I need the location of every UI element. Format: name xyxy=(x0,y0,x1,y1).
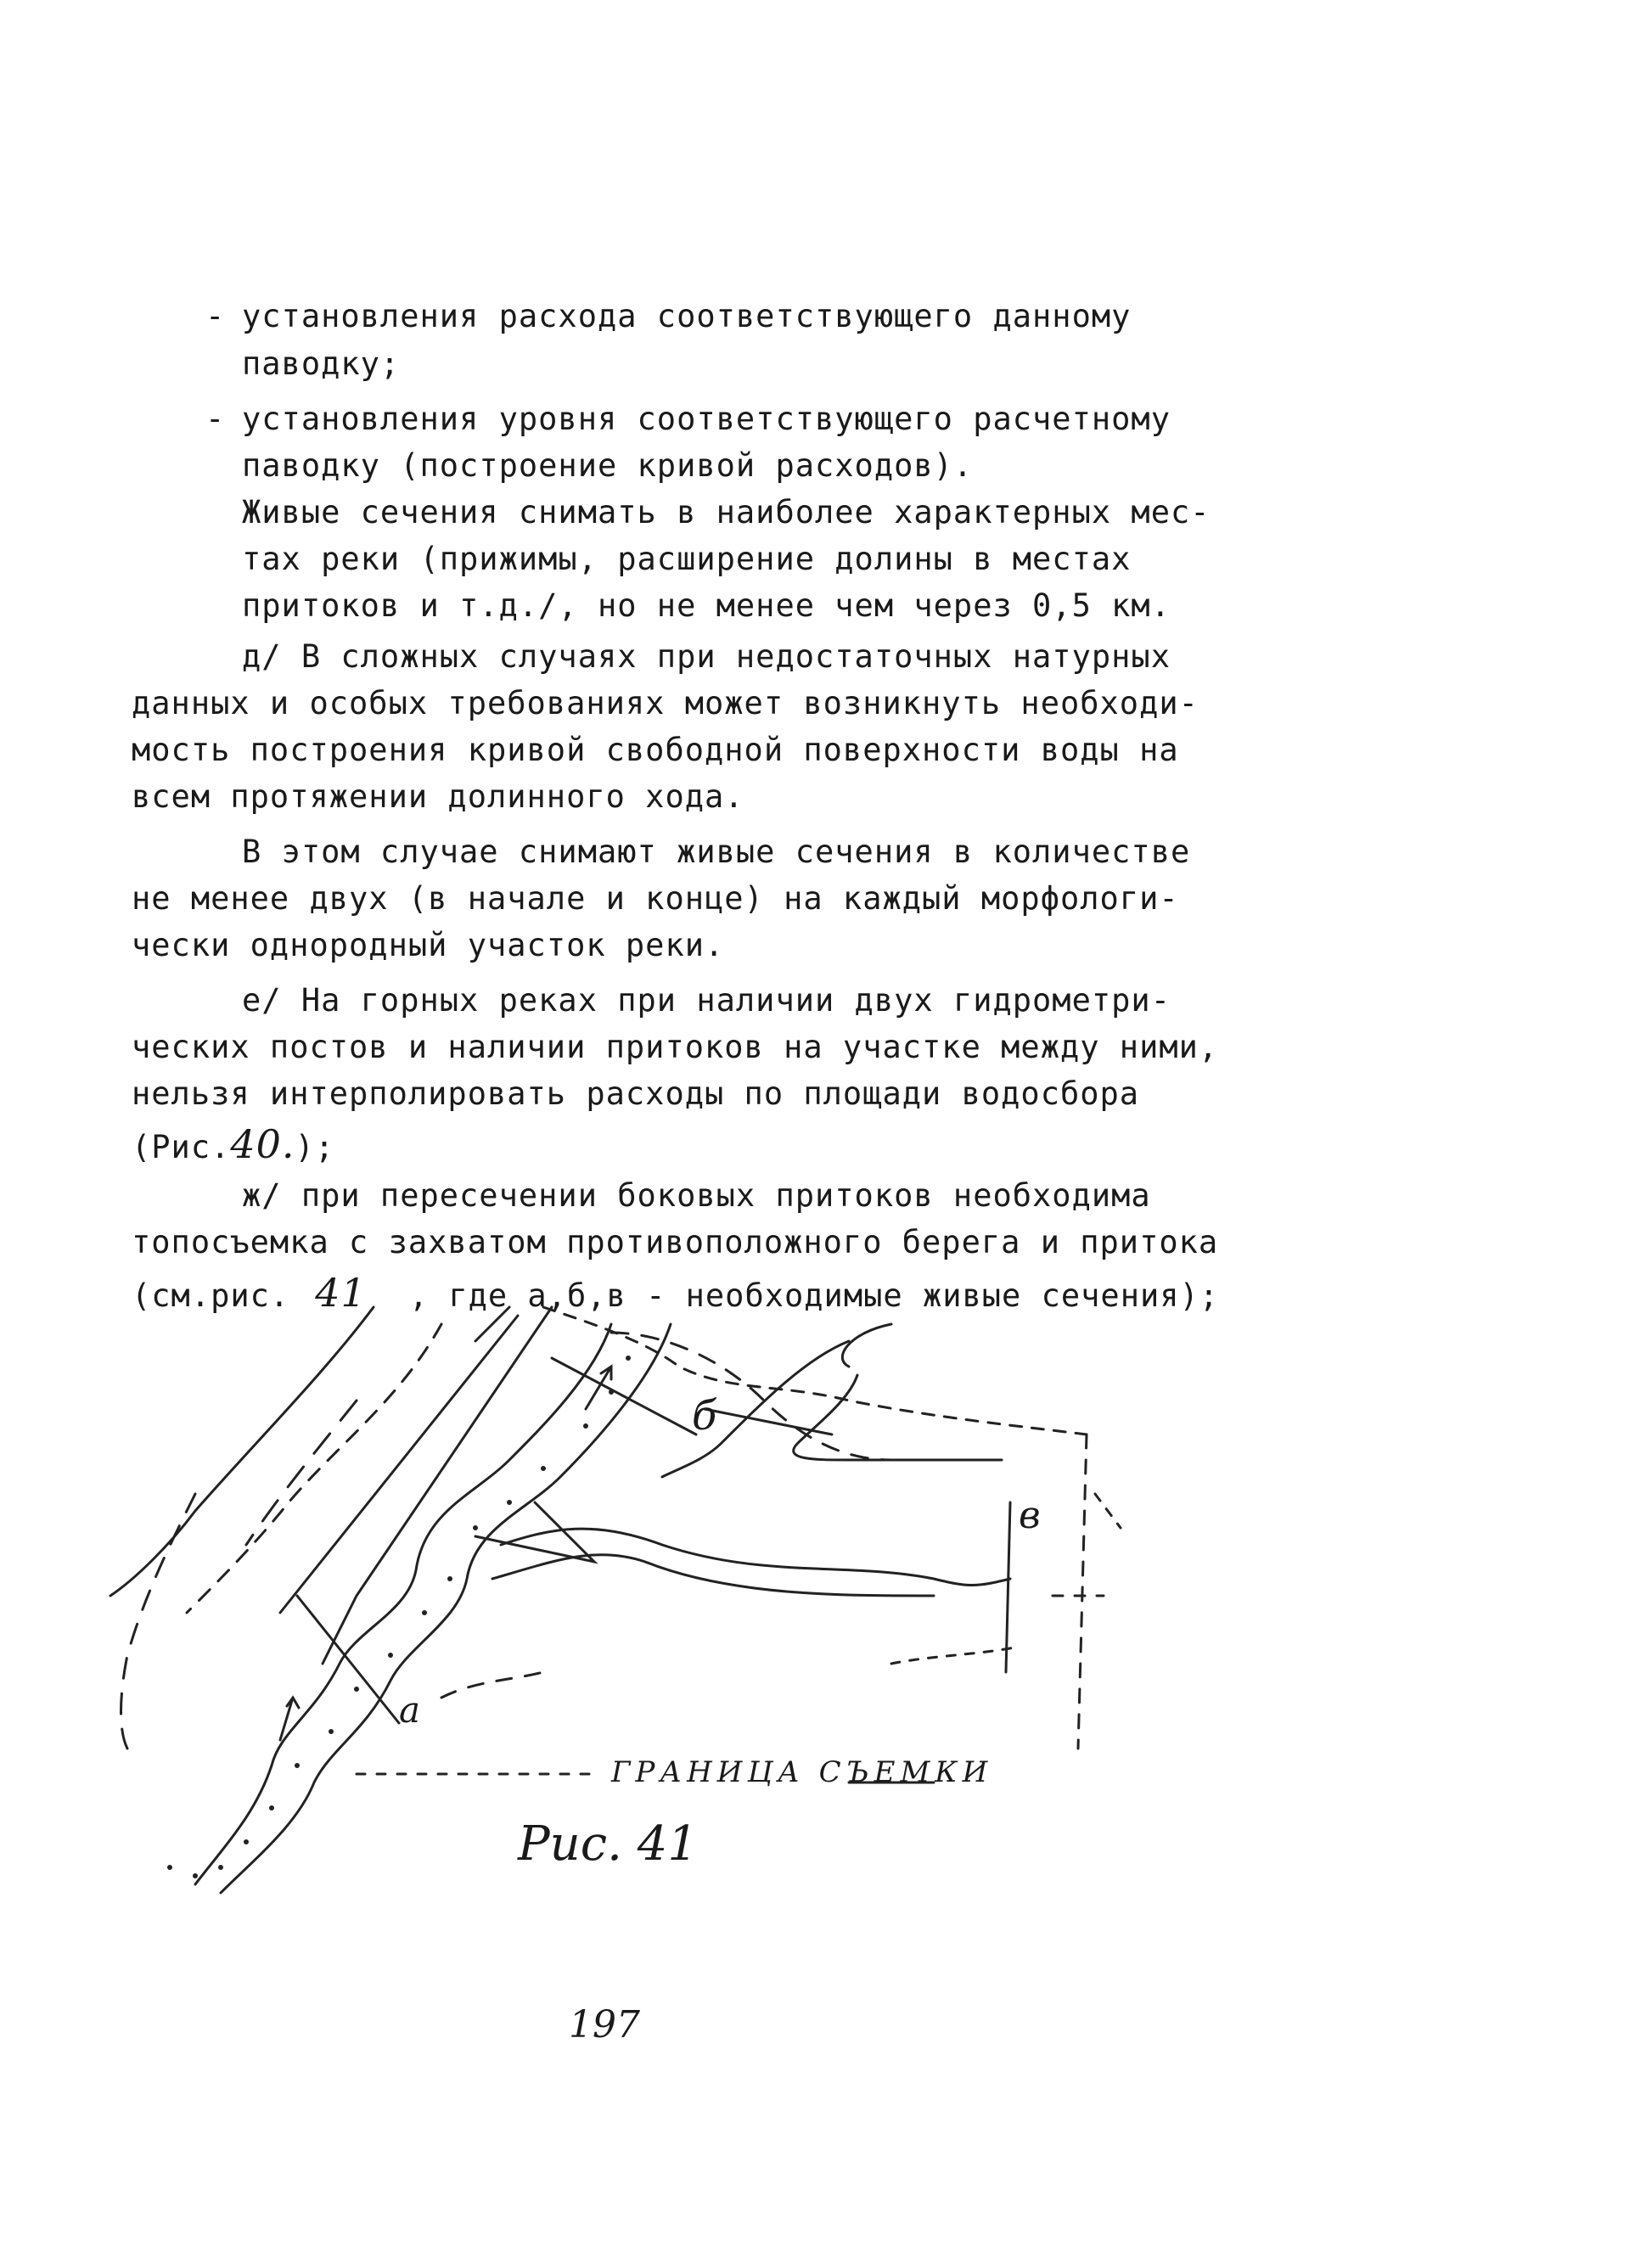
text-line: данных и особых требованиях может возникнуть необходи- xyxy=(132,685,1199,721)
page-number: 197 xyxy=(569,2003,640,2046)
text-line: Живые сечения снимать в наиболее характерных мес- xyxy=(242,494,1211,531)
text-line: тах реки (прижимы, расширение долины в местах xyxy=(242,541,1132,577)
text-line: топосъемка с захватом противоположного берега и притока xyxy=(132,1224,1219,1260)
text-line: чески однородный участок реки. xyxy=(132,927,725,963)
section-label-v: в xyxy=(1019,1494,1041,1537)
river-stipple xyxy=(167,1356,631,1878)
contour-line xyxy=(794,1375,1002,1460)
text-line: установления уровня соответствующего расчетному xyxy=(242,401,1171,437)
figure-ref-suffix: ); xyxy=(295,1129,335,1165)
figure-ref-number: 41 xyxy=(315,1270,367,1316)
survey-boundary xyxy=(1095,1494,1121,1528)
text-line: В этом случае снимают живые сечения в количестве xyxy=(242,834,1191,870)
cross-section-b xyxy=(552,1358,696,1434)
text-line: ж/ при пересечении боковых притоков необходима xyxy=(242,1177,1151,1214)
contour-line xyxy=(662,1341,849,1477)
contour-line xyxy=(246,1401,357,1545)
survey-boundary xyxy=(1078,1434,1087,1749)
text-line: мость построения кривой свободной поверхности воды на xyxy=(132,732,1179,768)
valley-line xyxy=(280,1316,518,1613)
contour-line xyxy=(475,1307,509,1341)
figure-ref-suffix: , где а,б,в - необходимые живые сечения); xyxy=(408,1277,1220,1314)
text-line: ческих постов и наличии притоков на участке между ними, xyxy=(132,1029,1219,1065)
text-line: всем протяжении долинного хода. xyxy=(132,778,744,815)
text-line: паводку (построение кривой расходов). xyxy=(242,447,974,484)
valley-line xyxy=(323,1307,552,1664)
text-line: установления расхода соответствующего данному xyxy=(242,298,1132,334)
river-bank xyxy=(195,1324,611,1884)
contour-line xyxy=(121,1494,196,1749)
list-bullet: - xyxy=(205,401,225,437)
contour-line xyxy=(705,1409,832,1434)
text-line: нельзя интерполировать расходы по площади водосбора xyxy=(132,1075,1140,1112)
contour-line xyxy=(611,1333,891,1460)
contour-line xyxy=(110,1307,374,1596)
figure-caption: Рис. 41 xyxy=(518,1816,698,1872)
contour-line xyxy=(441,1672,543,1698)
section-label-a: а xyxy=(399,1689,421,1731)
contour-line xyxy=(842,1324,891,1367)
text-line: е/ На горных реках при наличии двух гидрометри- xyxy=(242,982,1171,1019)
text-line: не менее двух (в начале и конце) на каждый морфологи- xyxy=(132,880,1179,917)
list-bullet: - xyxy=(205,298,225,334)
section-label-b: б xyxy=(692,1392,717,1440)
figure-ref-number: 40. xyxy=(230,1121,295,1167)
text-line: д/ В сложных случаях при недостаточных натурных xyxy=(242,638,1171,675)
tributary-bank xyxy=(492,1555,934,1596)
contour-line xyxy=(891,1647,1019,1664)
boundary-label: ГРАНИЦА СЪЕМКИ xyxy=(611,1755,993,1789)
figure-ref-prefix: (см.рис. xyxy=(132,1277,290,1314)
cross-section-v xyxy=(1006,1502,1010,1672)
text-line: паводку; xyxy=(242,345,401,382)
figure-ref-prefix: (Рис. xyxy=(132,1129,231,1165)
survey-boundary xyxy=(543,1307,1087,1434)
text-line: притоков и т.д./, но не менее чем через 0,5 км. xyxy=(242,587,1171,624)
